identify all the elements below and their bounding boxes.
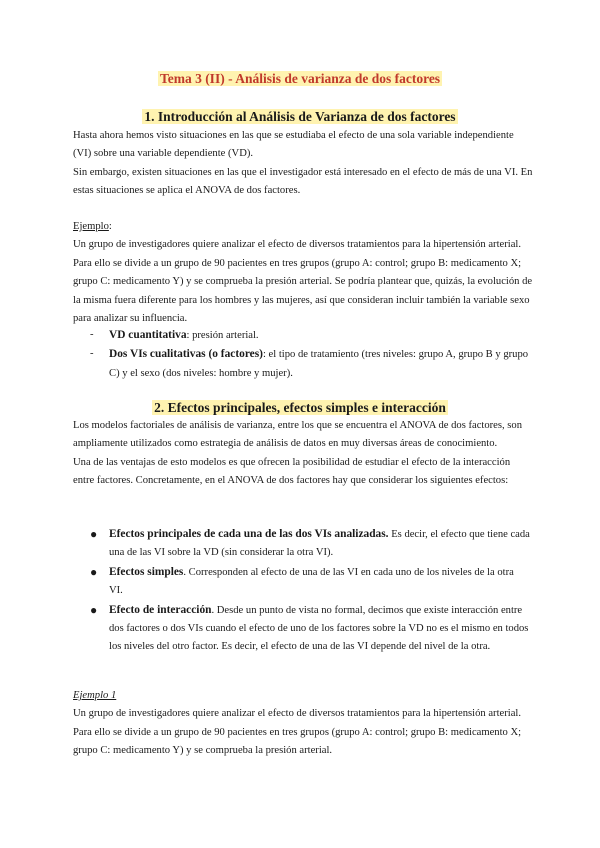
section-1-example-text: Un grupo de investigadores quiere analizar el efecto de diversos tratamientos para la hipertensión arterial. Para ello se divide a un grupo de 90 pacientes en tres grupos (grupo A: control; grupo B: medicamento X; grupo C: medicamento Y) y se comprueba la presión arterial. Se podría plantear que, quizás, la evolución de la misma fuera diferente para los hombres y las mujeres, así que consideran incluir también la variable sexo para analizar su influencia. bbox=[73, 239, 533, 325]
document-title-text: Tema 3 (II) - Análisis de varianza de dos factores bbox=[159, 71, 441, 86]
dash-bullet: - bbox=[90, 348, 94, 360]
list-item-text: . Corresponden al efecto de una de las VI en cada uno de los niveles de la otra VI. bbox=[109, 566, 514, 597]
list-item bbox=[90, 563, 530, 601]
list-item-term: VD cuantitativa bbox=[109, 329, 187, 341]
bullet-dot-icon: ● bbox=[90, 527, 98, 541]
section-1-intro bbox=[73, 127, 533, 201]
section-2-paragraph-1: Los modelos factoriales de análisis de varianza, entre los que se encuentra el ANOVA de dos factores, son ampliamente utilizados como estrategia de análisis de datos en muy diversas áreas de conocimiento. bbox=[73, 420, 523, 450]
list-item-term: Efecto de interacción bbox=[109, 603, 212, 616]
section-2-example-text: Un grupo de investigadores quiere analizar el efecto de diversos tratamientos para la hipertensión arterial. Para ello se divide a un grupo de 90 pacientes en tres grupos (grupo A: control; grupo B: medicamento X; grupo C: medicamento Y) y se comprueba la presión arterial. bbox=[73, 708, 522, 757]
list-item bbox=[90, 525, 530, 563]
section-2-intro bbox=[73, 417, 533, 491]
section-1-paragraph-1: Hasta ahora hemos visto situaciones en las que se estudiaba el efecto de una sola variable independiente (VI) sobre una variable dependiente (VD). bbox=[73, 130, 514, 160]
section-1-example-colon: : bbox=[108, 221, 112, 232]
section-1-heading-text: 1. Introducción al Análisis de Varianza de dos factores bbox=[144, 109, 456, 124]
list-item bbox=[90, 345, 530, 383]
list-item-term: Efectos principales de cada una de las dos VIs analizadas. bbox=[109, 528, 389, 540]
section-2-example-label-line bbox=[73, 687, 533, 705]
list-item bbox=[90, 601, 530, 657]
bullet-dot-icon: ● bbox=[90, 564, 98, 579]
bullet-dot-icon: ● bbox=[90, 602, 98, 617]
section-2-effects-list bbox=[90, 525, 530, 657]
section-2-heading bbox=[0, 399, 600, 417]
list-item-text: : presión arterial. bbox=[186, 330, 259, 341]
section-1-variable-list bbox=[90, 326, 530, 383]
section-2-example bbox=[73, 687, 533, 761]
list-item-text: . Desde un punto de vista no formal, decimos que existe interacción entre dos factores o dos VIs cuando el efecto de uno de los factores sobre la VD no es el mismo en todos los niveles del otro factor. Es decir, el efecto de una de las VI depende del nivel de la otra. bbox=[109, 604, 529, 653]
section-1-example-label: Ejemplo bbox=[73, 221, 109, 232]
list-item-text: Es decir, el efecto que tiene cada una de las VI sobre la VD (sin considerar la otra VI). bbox=[109, 529, 530, 559]
list-item bbox=[90, 326, 530, 345]
section-1-example-label-line bbox=[73, 218, 533, 236]
section-1-example bbox=[73, 218, 533, 328]
document-title bbox=[0, 70, 600, 88]
section-1-paragraph-2: Sin embargo, existen situaciones en las que el investigador está interesado en el efecto de más de una VI. En estas situaciones se aplica el ANOVA de dos factores. bbox=[73, 166, 533, 197]
dash-bullet: - bbox=[90, 329, 94, 340]
list-item-term: Dos VIs cualitativas (o factores) bbox=[109, 348, 263, 361]
section-1-heading bbox=[0, 108, 600, 126]
section-2-example-label: Ejemplo 1 bbox=[73, 690, 117, 701]
section-2-paragraph-2: Una de las ventajas de esto modelos es que ofrecen la posibilidad de estudiar el efecto de la interacción entre factores. Concretamente, en el ANOVA de dos factores hay que considerar los siguientes efectos: bbox=[73, 456, 511, 487]
list-item-term: Efectos simples bbox=[109, 565, 184, 578]
list-item-text: : el tipo de tratamiento (tres niveles: grupo A, grupo B y grupo C) y el sexo (dos niveles: hombre y mujer). bbox=[109, 349, 529, 379]
section-2-heading-text: 2. Efectos principales, efectos simples e interacción bbox=[154, 400, 446, 415]
